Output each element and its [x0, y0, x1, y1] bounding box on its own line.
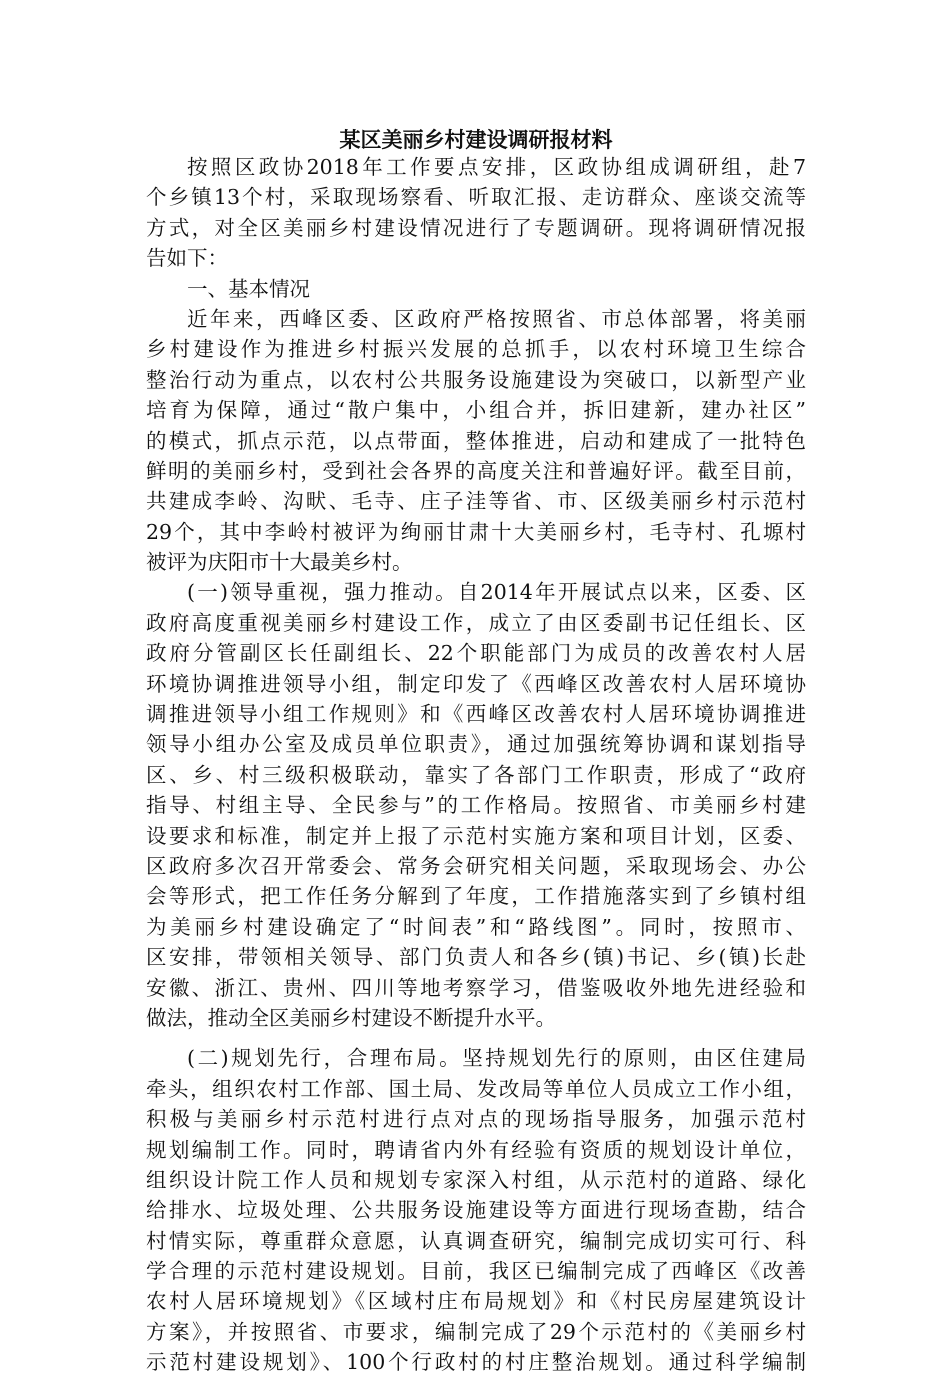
paragraph-line: 个乡镇13个村，采取现场察看、听取汇报、走访群众、座谈交流等	[146, 185, 806, 210]
paragraph-line: 环境协调推进领导小组，制定印发了《西峰区改善农村人居环境协	[146, 671, 806, 696]
paragraph-line: 给排水、垃圾处理、公共服务设施建设等方面进行现场查勘，结合	[146, 1198, 806, 1223]
paragraph-line: 区政府多次召开常委会、常务会研究相关问题，采取现场会、办公	[146, 853, 806, 878]
paragraph-line: 规划编制工作。同时，聘请省内外有经验有资质的规划设计单位，	[146, 1137, 806, 1162]
paragraph-line: 农村人居环境规划》《区域村庄布局规划》和《村民房屋建筑设计	[146, 1289, 806, 1314]
document-body	[146, 152, 806, 1378]
paragraph-line: 领导小组办公室及成员单位职责》，通过加强统筹协调和谋划指导	[146, 732, 806, 757]
paragraph-line: 村情实际，尊重群众意愿，认真调查研究，编制完成切实可行、科	[146, 1228, 806, 1253]
paragraph-line: (一)领导重视，强力推动。自2014年开展试点以来，区委、区	[187, 580, 806, 605]
paragraph-spacer	[146, 1033, 806, 1043]
paragraph-line: 做法，推动全区美丽乡村建设不断提升水平。	[146, 1005, 556, 1030]
paragraph-line: 近年来，西峰区委、区政府严格按照省、市总体部署，将美丽	[187, 306, 806, 331]
paragraph-line: 告如下：	[146, 246, 228, 271]
paragraph-line: 政府分管副区长任副组长、22个职能部门为成员的改善农村人居	[146, 641, 806, 666]
paragraph-line: 按照区政协2018年工作要点安排，区政协组成调研组，赴7	[187, 155, 806, 179]
section-heading-line: 一、基本情况	[187, 276, 310, 301]
paragraph-line: 积极与美丽乡村示范村进行点对点的现场指导服务，加强示范村	[146, 1107, 806, 1132]
paragraph-line: 示范村建设规划》、100个行政村的村庄整治规划。通过科学编制	[146, 1350, 806, 1375]
paragraph-line: 培育为保障，通过“散户集中，小组合并，拆旧建新，建办社区”	[146, 398, 806, 423]
paragraph-line: 鲜明的美丽乡村，受到社会各界的高度关注和普遍好评。截至目前，	[146, 458, 806, 483]
paragraph-line: 安徽、浙江、贵州、四川等地考察学习，借鉴吸收外地先进经验和	[146, 975, 806, 1000]
paragraph-line: 指导、村组主导、全民参与”的工作格局。按照省、市美丽乡村建	[146, 793, 806, 818]
paragraph-line: 被评为庆阳市十大最美乡村。	[146, 550, 413, 575]
paragraph-line: 29个，其中李岭村被评为绚丽甘肃十大美丽乡村，毛寺村、孔塬村	[146, 519, 806, 544]
paragraph-line: 区、乡、村三级积极联动，靠实了各部门工作职责，形成了“政府	[146, 762, 806, 787]
paragraph-line: 学合理的示范村建设规划。目前，我区已编制完成了西峰区《改善	[146, 1259, 806, 1284]
paragraph-line: 共建成李岭、沟畎、毛寺、庄子洼等省、市、区级美丽乡村示范村	[146, 489, 806, 514]
paragraph-line: 为美丽乡村建设确定了“时间表”和“路线图”。同时，按照市、	[146, 914, 806, 939]
section-heading	[146, 274, 806, 304]
paragraph-line: 的模式，抓点示范，以点带面，整体推进，启动和建成了一批特色	[146, 428, 806, 453]
paragraph-intro	[146, 152, 806, 274]
paragraph-line: 调推进领导小组工作规则》和《西峰区改善农村人居环境协调推进	[146, 702, 806, 727]
paragraph-leadership	[146, 577, 806, 1033]
paragraph-line: (二)规划先行，合理布局。坚持规划先行的原则，由区住建局	[187, 1046, 806, 1071]
paragraph-planning	[146, 1043, 806, 1377]
paragraph-line: 会等形式，把工作任务分解到了年度，工作措施落实到了乡镇村组	[146, 884, 806, 909]
paragraph-line: 组织设计院工作人员和规划专家深入村组，从示范村的道路、绿化	[146, 1167, 806, 1192]
paragraph-line: 政府高度重视美丽乡村建设工作，成立了由区委副书记任组长、区	[146, 610, 806, 635]
paragraph-line: 整治行动为重点，以农村公共服务设施建设为突破口，以新型产业	[146, 367, 806, 392]
paragraph-basic-situation	[146, 304, 806, 578]
paragraph-line: 设要求和标准，制定并上报了示范村实施方案和项目计划，区委、	[146, 823, 806, 848]
document-title: 某区美丽乡村建设调研报材料	[339, 127, 613, 152]
paragraph-line: 牵头，组织农村工作部、国土局、发改局等单位人员成立工作小组，	[146, 1076, 806, 1101]
paragraph-line: 方式，对全区美丽乡村建设情况进行了专题调研。现将调研情况报	[146, 215, 806, 240]
paragraph-line: 乡村建设作为推进乡村振兴发展的总抓手，以农村环境卫生综合	[146, 337, 806, 362]
paragraph-line: 方案》，并按照省、市要求，编制完成了29个示范村的《美丽乡村	[146, 1319, 806, 1344]
paragraph-line: 区安排，带领相关领导、部门负责人和各乡(镇)书记、乡(镇)长赴	[146, 945, 806, 970]
